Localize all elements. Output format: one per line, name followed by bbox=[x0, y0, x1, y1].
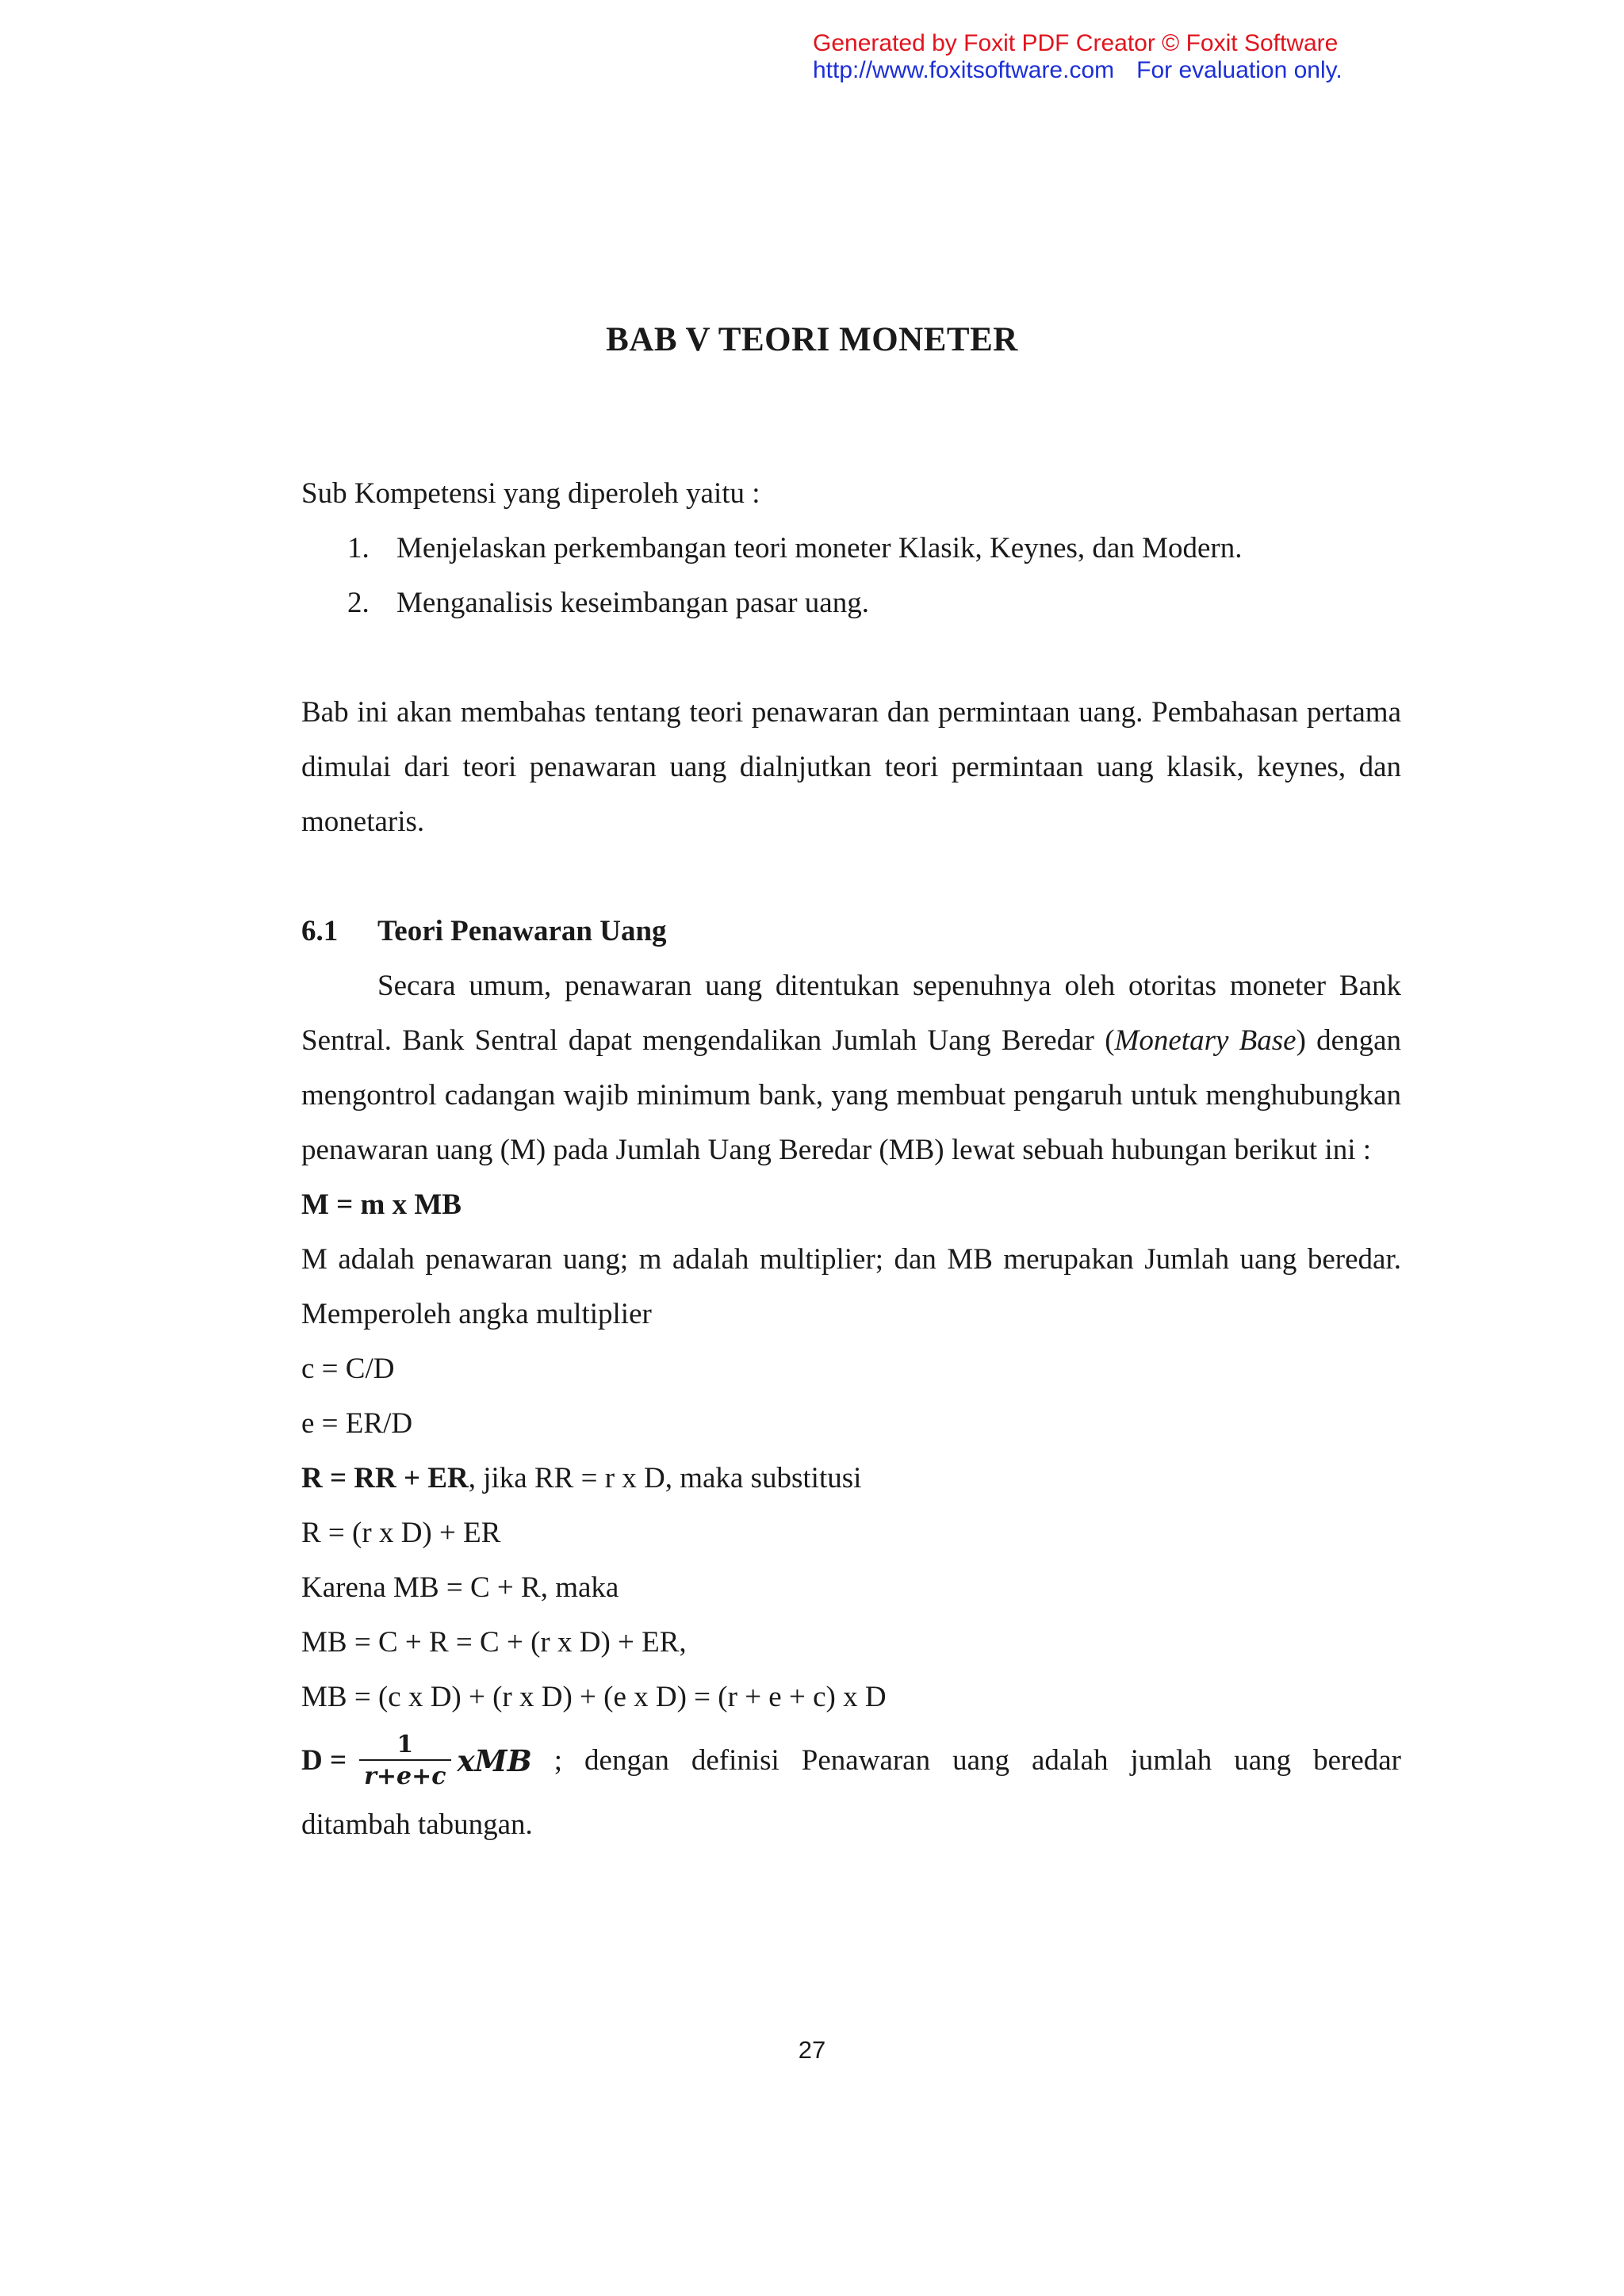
chapter-title: BAB V TEORI MONETER bbox=[606, 321, 1018, 358]
formula-d-lhs: D = bbox=[301, 1744, 347, 1777]
fraction bbox=[359, 1731, 450, 1791]
spacer bbox=[301, 630, 1401, 685]
page-body bbox=[301, 466, 1401, 1852]
formula-d-multiplier: xMB bbox=[457, 1743, 532, 1778]
section-title: Teori Penawaran Uang bbox=[377, 915, 667, 947]
formula-d bbox=[301, 1724, 1401, 1797]
watermark-line-2 bbox=[813, 57, 1342, 84]
watermark-evaluation-note: For evaluation only. bbox=[1136, 57, 1342, 83]
pdf-creator-watermark bbox=[813, 30, 1342, 84]
equation-karena: Karena MB = C + R, maka bbox=[301, 1571, 619, 1604]
paragraph-text-start: Secara umum, penawaran uang ditentukan sepenuhnya oleh otoritas moneter Bank Sentral. Bank Sentral dapat mengendalikan Jumlah Uang Beredar ( bbox=[301, 970, 1401, 1057]
list-item-text: Menganalisis keseimbangan pasar uang. bbox=[396, 587, 869, 619]
equation-r bbox=[301, 1451, 1401, 1506]
formula-d-continued: ditambah tabungan. bbox=[301, 1808, 533, 1841]
fraction-denominator: r+e+c bbox=[359, 1759, 450, 1791]
main-formula: M = m x MB bbox=[301, 1188, 462, 1221]
list-item-number: 2. bbox=[347, 587, 370, 619]
list-item bbox=[301, 521, 1401, 576]
fraction-numerator: 1 bbox=[396, 1731, 414, 1758]
competencies-intro: Sub Kompetensi yang diperoleh yaitu : bbox=[301, 477, 760, 510]
formula-explanation: M adalah penawaran uang; m adalah multiplier; dan MB merupakan Jumlah uang beredar. Memperoleh angka multiplier bbox=[301, 1243, 1401, 1330]
equation-r-bold: R = RR + ER bbox=[301, 1462, 469, 1494]
section-paragraph bbox=[301, 959, 1401, 1177]
section-number: 6.1 bbox=[301, 915, 339, 947]
equation-r-rest: , jika RR = r x D, maka substitusi bbox=[468, 1462, 862, 1494]
paragraph-italic-term: Monetary Base bbox=[1114, 1024, 1297, 1057]
intro-paragraph: Bab ini akan membahas tentang teori penawaran dan permintaan uang. Pembahasan pertama dimulai dari teori penawaran uang dialnjutkan teori permintaan uang klasik, keynes, dan monetaris. bbox=[301, 696, 1401, 838]
spacer bbox=[301, 849, 1401, 904]
equation-mb-1: MB = C + R = C + (r x D) + ER, bbox=[301, 1626, 687, 1659]
paragraph-text-end: ) dengan mengontrol cadangan wajib minimum bank, yang membuat pengaruh untuk menghubungkan penawaran uang (M) pada Jumlah Uang Beredar (MB) lewat sebuah hubungan berikut ini : bbox=[301, 1024, 1401, 1166]
watermark-line-1: Generated by Foxit PDF Creator © Foxit Software bbox=[813, 30, 1339, 56]
equation-c: c = C/D bbox=[301, 1353, 395, 1385]
equation-r-substituted: R = (r x D) + ER bbox=[301, 1517, 501, 1549]
page-number: 27 bbox=[798, 2036, 826, 2064]
list-item-text: Menjelaskan perkembangan teori moneter Klasik, Keynes, dan Modern. bbox=[396, 532, 1243, 564]
list-item-number: 1. bbox=[347, 532, 370, 564]
equation-e: e = ER/D bbox=[301, 1407, 413, 1440]
formula-d-description: ; dengan definisi Penawaran uang adalah jumlah uang beredar bbox=[553, 1744, 1401, 1777]
equation-mb-2: MB = (c x D) + (r x D) + (e x D) = (r + e + c) x D bbox=[301, 1681, 887, 1713]
watermark-url-link[interactable]: http://www.foxitsoftware.com bbox=[813, 57, 1115, 83]
competencies-list bbox=[301, 521, 1401, 630]
list-item bbox=[301, 576, 1401, 630]
section-heading bbox=[301, 904, 1401, 959]
